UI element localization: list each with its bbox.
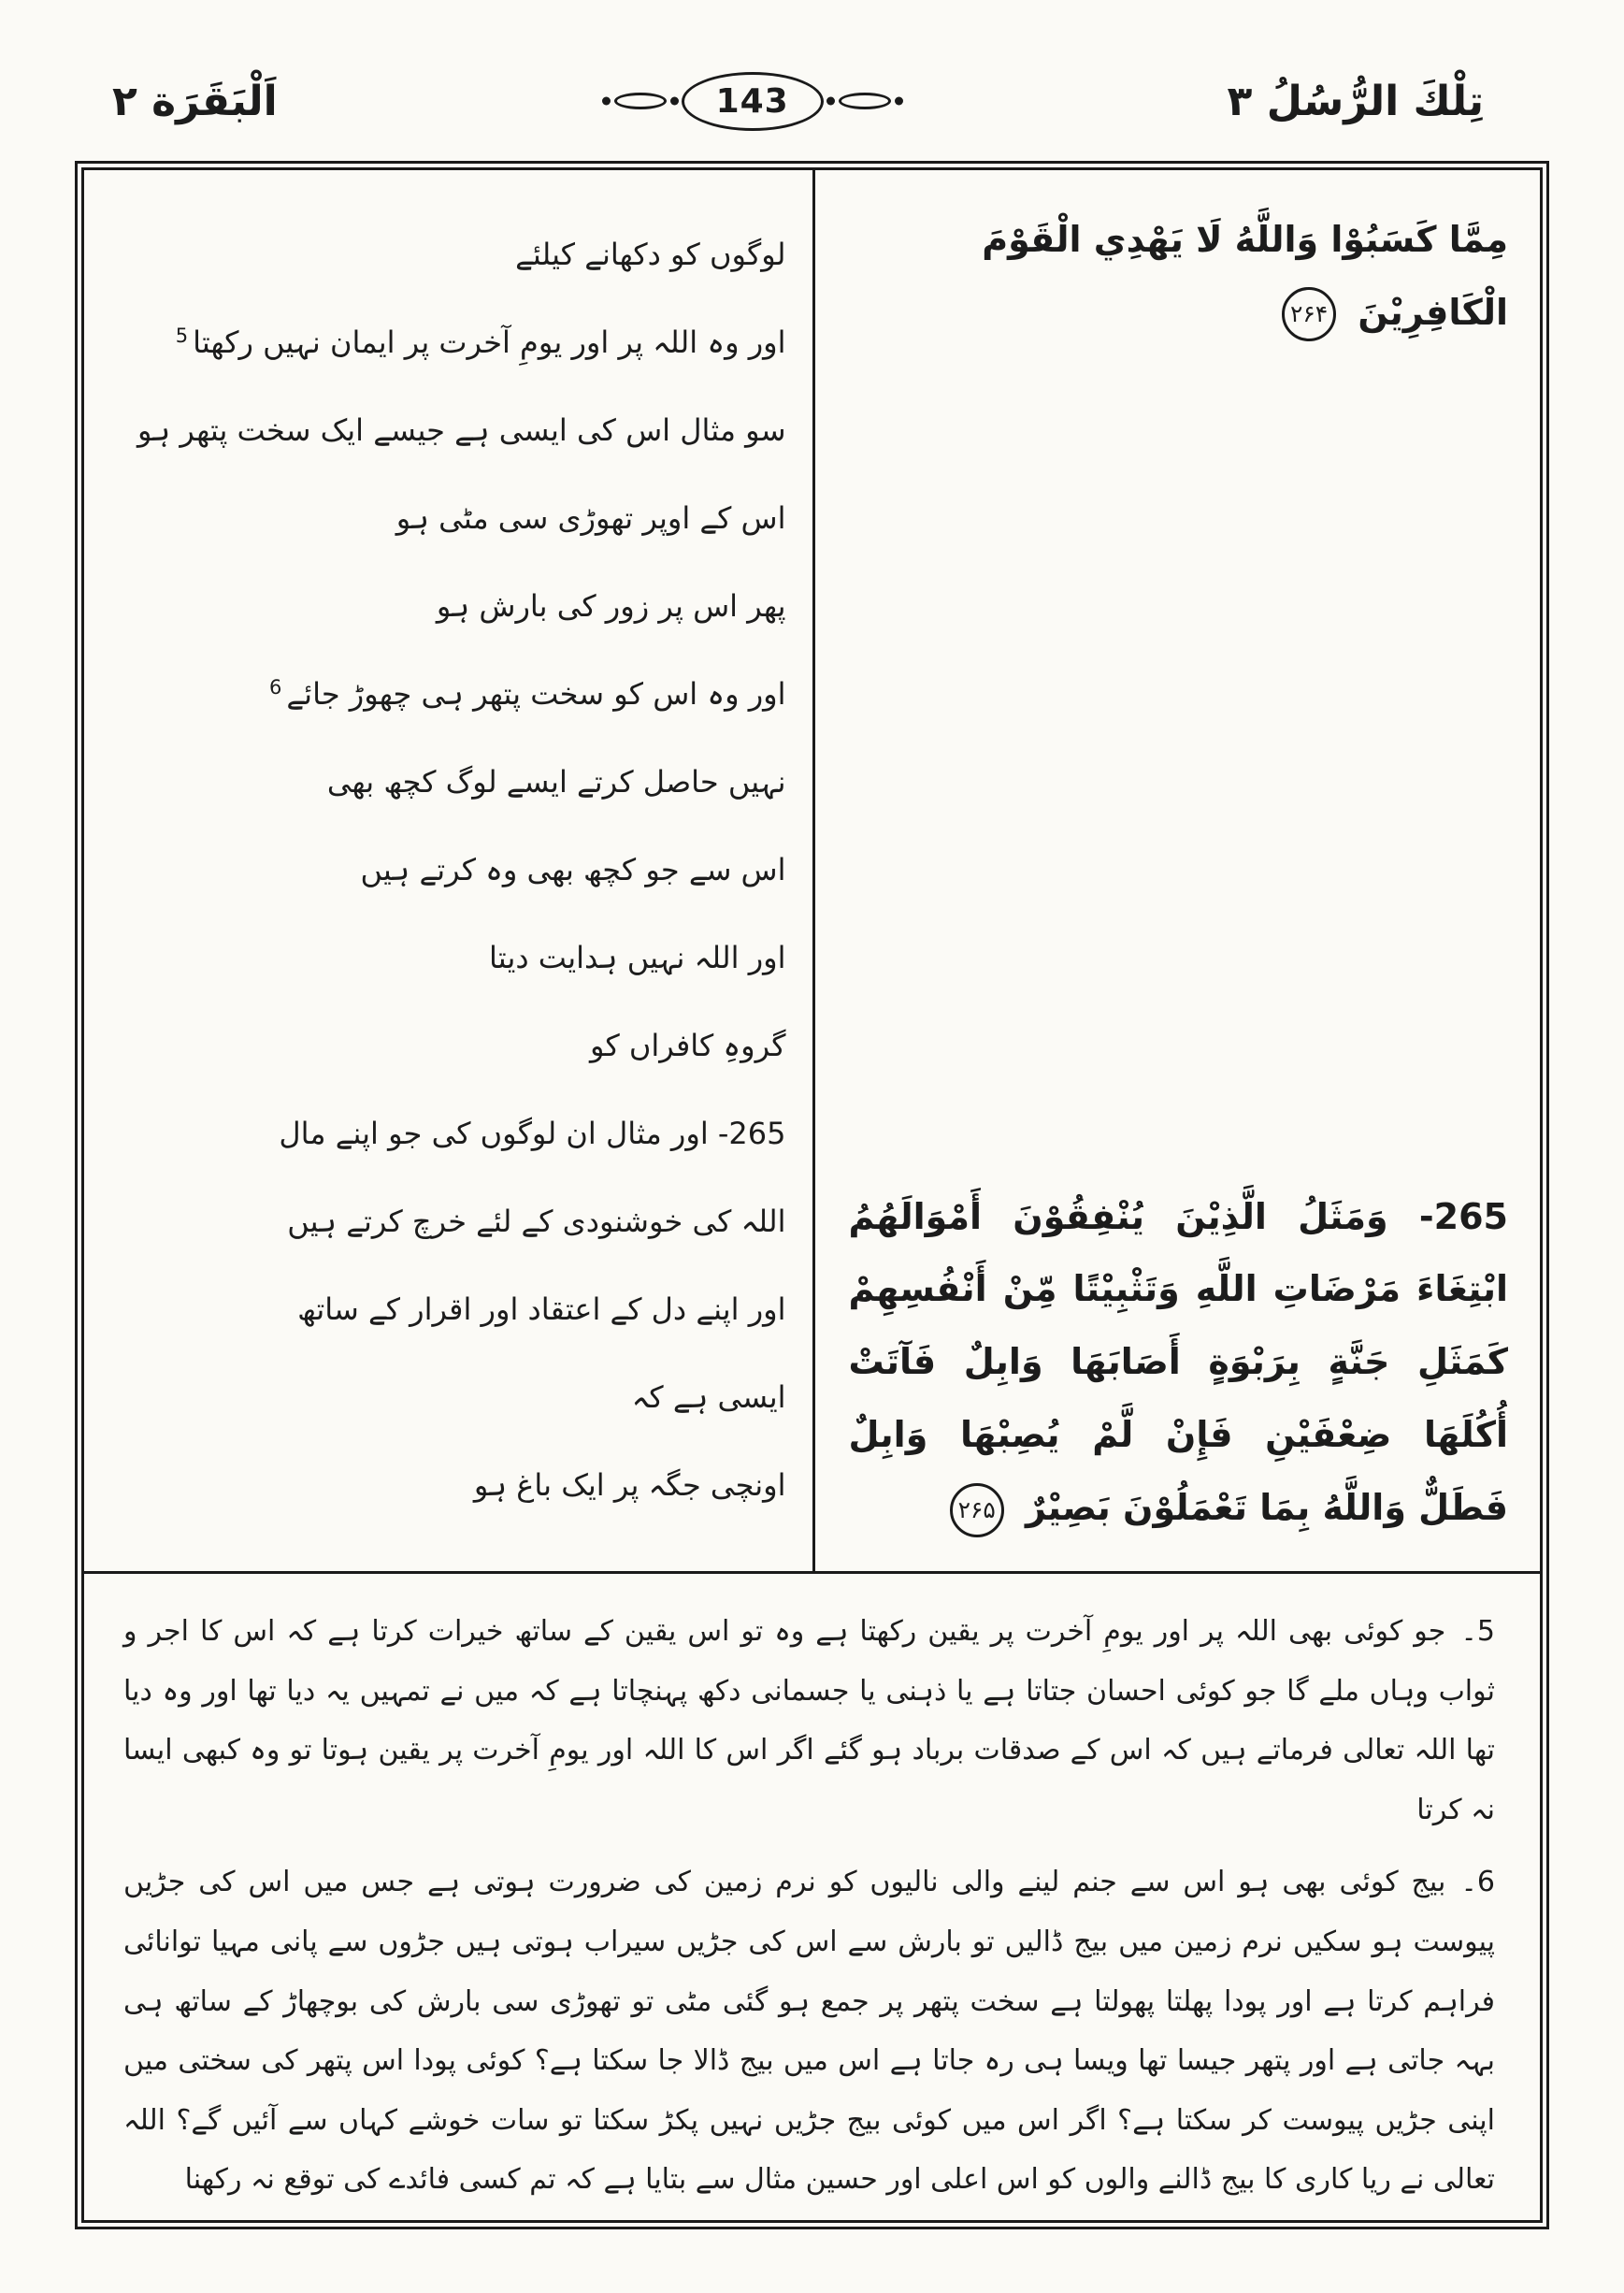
translation-line-text: اور اپنے دل کے اعتقاد اور اقرار کے ساتھ	[297, 1291, 786, 1327]
translation-line-text: 265- اور مثال ان لوگوں کی جو اپنے مال	[279, 1116, 786, 1152]
verse-265-text-block	[849, 1181, 1509, 1545]
translation-line-text: پھر اس پر زور کی بارش ہو	[436, 588, 786, 625]
surah-name-label: اَلْبَقَرَة ۲	[112, 77, 278, 125]
verse-265-text: وَمَثَلُ الَّذِيْنَ يُنْفِقُوْنَ أَمْوَالَهُمُ ابْتِغَاءَ مَرْضَاتِ اللَّهِ وَتَثْبِيْتًا مِّنْ أَنْفُسِهِمْ كَمَثَلِ جَنَّةٍ بِرَبْوَةٍ أَصَابَهَا وَابِلٌ فَآتَتْ أُكُلَهَا ضِعْفَيْنِ فَإِنْ لَّمْ يُصِبْهَا وَابِلٌ فَطَلٌّ وَاللَّهُ بِمَا تَعْمَلُوْنَ بَصِيْرٌ	[848, 1195, 1508, 1529]
footnote-5-text: جو کوئی بھی اللہ پر اور یومِ آخرت پر یقین رکھتا ہے وہ تو اس یقین کے ساتھ خیرات کرتا ہے کہ اس کا اجر و ثواب وہاں ملے گا جو کوئی احسان جتاتا ہے یا ذہنی یا جسمانی دکھ پہنچاتا ہے کہ میں نے تمہیں یہ دیا تھا اور وہ دیا تھا اللہ تعالی فرماتے ہیں کہ اس کے صدقات برباد ہو گئے اگر اس کا اللہ اور یومِ آخرت پر یقین ہوتا تو وہ کبھی ایسا نہ کرتا	[123, 1615, 1495, 1826]
footnote-6-marker: 6۔	[1460, 1866, 1495, 1899]
translation-line-text: اس سے جو کچھ بھی وہ کرتے ہیں	[360, 852, 786, 888]
translation-line	[127, 496, 786, 542]
verse-264-end-marker: ۲۶۴	[1282, 287, 1336, 341]
arabic-verse-column	[812, 170, 1541, 1571]
translation-line-text: اللہ کی خوشنودی کے لئے خرچ کرتے ہیں	[287, 1204, 786, 1240]
footnote-ref: 5	[175, 324, 189, 347]
translation-line	[127, 1199, 786, 1246]
translation-line-text: نہیں حاصل کرتے ایسے لوگ کچھ بھی	[326, 764, 786, 800]
urdu-translation-column	[84, 170, 812, 1571]
translation-line	[127, 671, 786, 718]
two-column-section	[84, 170, 1540, 1571]
footnotes-section	[84, 1571, 1540, 2240]
translation-line	[127, 232, 786, 279]
translation-line	[127, 408, 786, 454]
verse-265-number: 265-	[1418, 1195, 1508, 1237]
ornament-left-icon	[614, 93, 667, 109]
translation-line	[127, 1111, 786, 1158]
translation-line	[127, 935, 786, 982]
page-number-cartouche	[614, 72, 891, 131]
footnote-ref: 6	[269, 675, 282, 699]
translation-line	[127, 584, 786, 630]
content-frame	[75, 161, 1549, 2229]
verse-264-text-block	[849, 204, 1509, 350]
translation-line	[127, 759, 786, 806]
footnote-6	[123, 1853, 1495, 2210]
translation-line-text: اونچی جگہ پر ایک باغ ہو	[473, 1466, 786, 1503]
translation-line	[127, 1375, 786, 1421]
translation-line-text: اور وہ اس کو سخت پتھر ہی چھوڑ جائے	[286, 676, 786, 713]
translation-line-text: اور اللہ نہیں ہدایت دیتا	[489, 940, 786, 976]
translation-line-text: سو مثال اس کی ایسی ہے جیسے ایک سخت پتھر ہو	[137, 412, 786, 449]
translation-line	[127, 1287, 786, 1334]
ornament-right-icon	[839, 93, 891, 109]
verse-265-end-marker: ۲۶۵	[950, 1483, 1004, 1537]
translation-line-text: ایسی ہے کہ	[631, 1378, 786, 1415]
translation-line	[127, 1463, 786, 1509]
page-header	[0, 0, 1624, 150]
page-number: 143	[682, 72, 824, 131]
footnote-6-text: بیج کوئی بھی ہو اس سے جنم لینے والی نالیوں کو نرم زمین کی ضرورت ہوتی ہے جس میں اس کی جڑیں پیوست ہو سکیں نرم زمین میں بیج ڈالیں تو بارش سے اس کی جڑیں سیراب ہوتی ہیں جڑوں سے پانی مہیا توانائی فراہم کرتا ہے اور پودا پھلتا پھولتا ہے سخت پتھر پر جمع ہو گئی مٹی تو تھوڑی سی بارش کی بوچھاڑ کے ساتھ ہی بہہ جاتی ہے اور پتھر جیسا تھا ویسا ہی رہ جاتا ہے اس میں بیج ڈالا جا سکتا ہے؟ کوئی پودا اس پتھر کی سختی میں اپنی جڑیں پیوست کر سکتا ہے؟ اگر اس میں کوئی بیج جڑیں نہیں پکڑ سکتا تو سات خوشے کہاں سے آئیں گے؟ اللہ تعالی نے ریا کاری کا بیج ڈالنے والوں کو اس اعلی اور حسین مثال سے بتایا ہے کہ تم کسی فائدے کی توقع نہ رکھنا	[123, 1866, 1495, 2197]
translation-line-text: گروہِ کافراں کو	[589, 1028, 786, 1064]
translation-line	[127, 320, 786, 367]
translation-line	[127, 1023, 786, 1070]
translation-line-text: اور وہ اللہ پر اور یومِ آخرت پر ایمان نہیں رکھتا	[193, 324, 786, 361]
juz-name-label: تِلْكَ الرُّسُلُ ۳	[1227, 77, 1484, 125]
translation-line-text: لوگوں کو دکھانے کیلئے	[515, 237, 786, 273]
translation-line	[127, 847, 786, 894]
footnote-5-marker: 5۔	[1460, 1615, 1495, 1648]
verse-264-text: مِمَّا كَسَبُوْا وَاللَّهُ لَا يَهْدِي الْقَوْمَ الْكَافِرِيْنَ	[982, 219, 1508, 333]
translation-line-text: اس کے اوپر تھوڑی سی مٹی ہو	[395, 500, 786, 537]
footnote-5	[123, 1602, 1495, 1839]
